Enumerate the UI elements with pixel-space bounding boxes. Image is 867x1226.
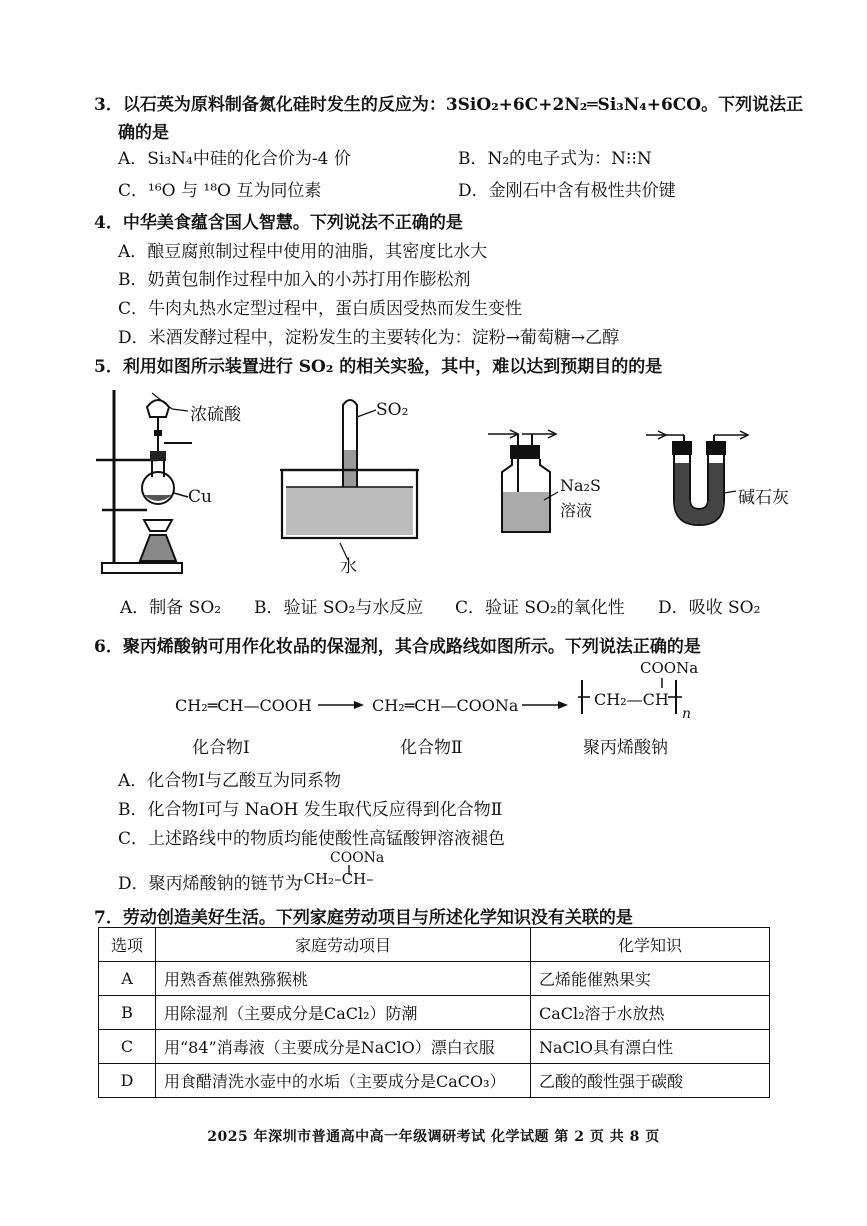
label-solution: 溶液: [560, 501, 593, 520]
row-c-chemistry: NaClO具有漂白性: [531, 1030, 770, 1064]
polymer-side-group: COONa: [640, 659, 699, 677]
q6-option-a: A．化合物Ⅰ与乙酸互为同系物: [118, 771, 341, 791]
table-row: [99, 996, 770, 1030]
polymer-name: 聚丙烯酸钠: [583, 738, 668, 758]
compound-1-name: 化合物Ⅰ: [192, 738, 250, 758]
q5-stem: 5．利用如图所示装置进行 SO₂ 的相关实验，其中，难以达到预期目的的是: [94, 357, 663, 377]
reaction-arrow-1: [318, 698, 366, 712]
q3-option-c: C．¹⁶O 与 ¹⁸O 互为同位素: [118, 181, 322, 201]
row-d-chemistry: 乙酸的酸性强于碳酸: [531, 1064, 770, 1098]
table-row: [99, 1064, 770, 1098]
repeat-unit-side-group: COONa: [330, 850, 385, 866]
q4-stem: 4．中华美食蕴含国人智慧。下列说法不正确的是: [94, 213, 463, 233]
row-b-labor: 用除湿剂（主要成分是CaCl₂）防潮: [156, 996, 531, 1030]
row-b-chemistry: CaCl₂溶于水放热: [531, 996, 770, 1030]
q7-stem: 7．劳动创造美好生活。下列家庭劳动项目与所述化学知识没有关联的是: [94, 908, 633, 928]
header-chemistry: 化学知识: [531, 928, 770, 962]
q5-option-a: A．制备 SO₂: [120, 598, 222, 618]
apparatus-c-diagram: [482, 420, 572, 540]
apparatus-d-diagram: [644, 425, 754, 535]
page-footer: 2025 年深圳市普通高中高一年级调研考试 化学试题 第 2 页 共 8 页: [207, 1129, 660, 1145]
row-b-option: B: [99, 996, 156, 1030]
compound-1-formula: CH₂═CH—COOH: [175, 696, 312, 715]
row-a-chemistry: 乙烯能催熟果实: [531, 962, 770, 996]
q6-option-c: C．上述路线中的物质均能使酸性高锰酸钾溶液褪色: [118, 829, 506, 849]
q4-option-c: C．牛肉丸热水定型过程中，蛋白质因受热而发生变性: [118, 299, 523, 319]
q6-option-b: B．化合物Ⅰ可与 NaOH 发生取代反应得到化合物Ⅱ: [118, 800, 503, 820]
label-water: 水: [340, 557, 357, 577]
q4-option-b: B．奶黄包制作过程中加入的小苏打用作膨松剂: [118, 270, 471, 290]
reaction-arrow-2: [522, 698, 570, 712]
q3-option-b: B．N₂的电子式为：N⁝⁝N: [458, 149, 652, 169]
label-concentrated-acid: 浓硫酸: [190, 405, 241, 425]
q3-stem-line1: 3．以石英为原料制备氮化硅时发生的反应为：3SiO₂+6C+2N₂═Si₃N₄+6CO。下列说法正: [94, 95, 804, 115]
header-option: 选项: [99, 928, 156, 962]
polymer-backbone: CH₂—CH: [594, 690, 669, 709]
label-copper: Cu: [188, 487, 212, 507]
q7-table: [98, 927, 770, 1098]
q5-option-b: B．验证 SO₂与水反应: [254, 598, 424, 618]
repeat-unit-chain: –CH₂–CH–: [296, 870, 374, 888]
table-header-row: [99, 928, 770, 962]
q5-option-d: D．吸收 SO₂: [658, 598, 761, 618]
row-d-labor: 用食醋清洗水壶中的水垢（主要成分是CaCO₃）: [156, 1064, 531, 1098]
q6-option-d: D．聚丙烯酸钠的链节为: [118, 874, 302, 894]
row-c-labor: 用“84”消毒液（主要成分是NaClO）漂白衣服: [156, 1030, 531, 1064]
q6-stem: 6．聚丙烯酸钠可用作化妆品的保湿剂，其合成路线如图所示。下列说法正确的是: [94, 637, 701, 657]
table-row: [99, 962, 770, 996]
polymer-degree-n: n: [682, 706, 692, 722]
header-labor-item: 家庭劳动项目: [156, 928, 531, 962]
q5-option-c: C．验证 SO₂的氧化性: [455, 598, 625, 618]
compound-2-formula: CH₂═CH—COONa: [372, 696, 519, 715]
q4-option-d: D．米酒发酵过程中，淀粉发生的主要转化为：淀粉→葡萄糖→乙醇: [118, 328, 620, 348]
apparatus-b-diagram: [278, 395, 428, 575]
q3-stem-line2: 确的是: [118, 123, 169, 143]
label-na2s: Na₂S: [560, 476, 601, 495]
q3-option-a: A．Si₃N₄中硅的化合价为-4 价: [118, 149, 351, 169]
q4-option-a: A．酿豆腐煎制过程中使用的油脂，其密度比水大: [118, 242, 488, 262]
table-row: [99, 1030, 770, 1064]
row-a-labor: 用熟香蕉催熟猕猴桃: [156, 962, 531, 996]
row-a-option: A: [99, 962, 156, 996]
row-c-option: C: [99, 1030, 156, 1064]
q3-option-d: D．金刚石中含有极性共价键: [458, 181, 676, 201]
label-so2-gas: SO₂: [376, 400, 409, 420]
compound-2-name: 化合物Ⅱ: [400, 738, 463, 758]
row-d-option: D: [99, 1064, 156, 1098]
label-soda-lime: 碱石灰: [738, 488, 789, 508]
